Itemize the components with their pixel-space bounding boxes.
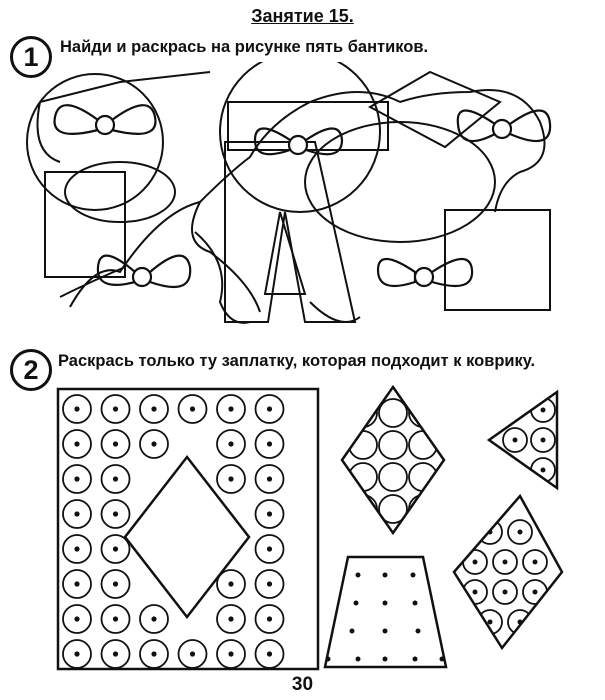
rug-dot	[267, 476, 272, 481]
page-number: 30	[291, 674, 314, 695]
rug-dot	[151, 441, 156, 446]
rug-dot	[151, 616, 156, 621]
rug-dot	[228, 476, 233, 481]
rug-dot	[74, 511, 79, 516]
rug-dot	[190, 406, 195, 411]
rug-dot	[74, 476, 79, 481]
rug-dot	[190, 651, 195, 656]
patch-trapezoid[interactable]	[318, 553, 453, 671]
rug-dot	[113, 651, 118, 656]
rug-dot	[113, 441, 118, 446]
bow-5[interactable]	[378, 259, 472, 286]
rug-dot	[74, 441, 79, 446]
task-1-instruction: Найди и раскрась на рисунке пять бантиков.	[60, 38, 429, 56]
rug-dot	[113, 581, 118, 586]
lesson-title: Занятие 15.	[251, 6, 354, 26]
rug-dot	[228, 441, 233, 446]
left-circle[interactable]	[27, 74, 163, 210]
left-rectangle[interactable]	[45, 172, 125, 277]
tangled-outline	[38, 72, 211, 162]
patch-side-triangle[interactable]	[485, 388, 565, 493]
rug-dot	[74, 581, 79, 586]
patch-top-rhombus[interactable]	[338, 383, 448, 538]
rug-dot	[267, 441, 272, 446]
rug-dot	[267, 546, 272, 551]
rug-dot	[228, 651, 233, 656]
rug-dot	[228, 616, 233, 621]
patch-right-rhombus[interactable]	[450, 492, 565, 652]
task-2-instruction: Раскрась только ту заплатку, которая подходит к коврику.	[58, 352, 536, 370]
rug-dot	[267, 616, 272, 621]
task-1-picture	[0, 62, 605, 332]
rug-dot	[151, 406, 156, 411]
rug-dot	[113, 546, 118, 551]
rug-dot	[74, 651, 79, 656]
rug	[52, 385, 327, 675]
rug-dot	[267, 581, 272, 586]
rug-dot	[113, 616, 118, 621]
rug-dot	[74, 546, 79, 551]
rug-dot	[74, 616, 79, 621]
rug-dot	[74, 406, 79, 411]
bow-1[interactable]	[55, 105, 156, 134]
rug-dot	[267, 651, 272, 656]
rug-dot	[113, 406, 118, 411]
rug-dot	[228, 581, 233, 586]
rug-dot	[267, 406, 272, 411]
rug-dot	[151, 651, 156, 656]
rug-dot	[113, 476, 118, 481]
rug-dot	[267, 511, 272, 516]
task-1-number: 1	[10, 36, 52, 78]
rug-dot	[113, 511, 118, 516]
rug-dot	[228, 406, 233, 411]
task-2-number: 2	[10, 349, 52, 391]
right-rhombus[interactable]	[370, 72, 500, 147]
bow-4[interactable]	[98, 256, 190, 287]
